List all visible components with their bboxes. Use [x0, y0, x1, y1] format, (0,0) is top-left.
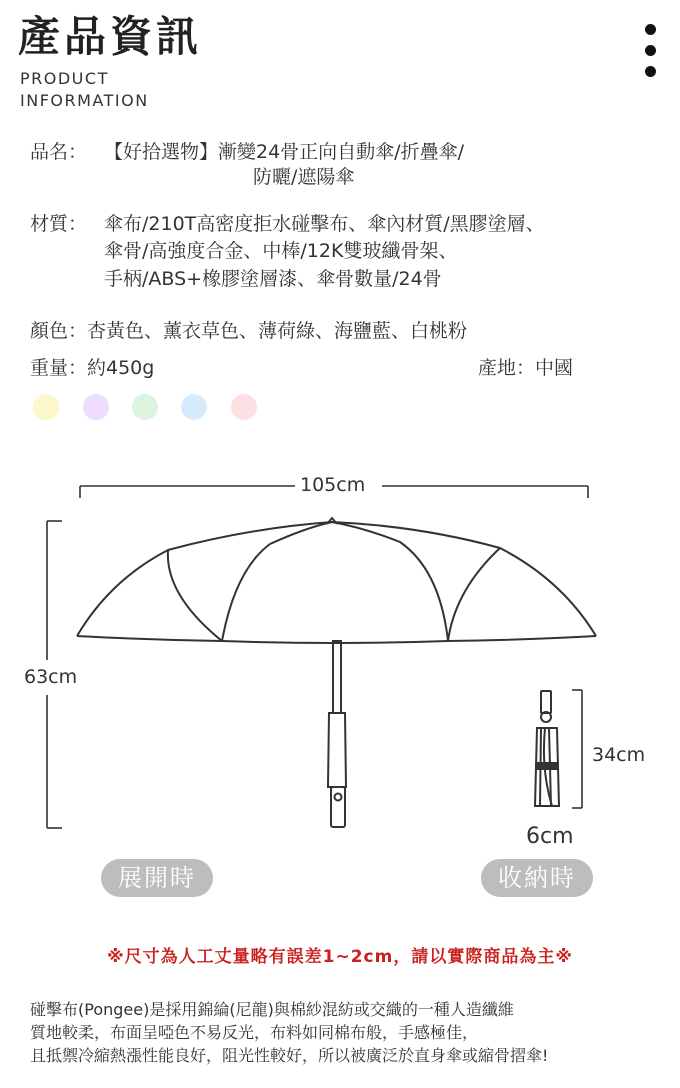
swatch-mint-green [132, 394, 158, 420]
subtitle-line-2: INFORMATION [20, 91, 149, 110]
subtitle-line-1: PRODUCT [20, 69, 109, 88]
folded-umbrella-icon [535, 691, 559, 806]
name-label: 品名： [30, 141, 88, 163]
measurement-note: ※尺寸為人工丈量略有誤差1~2cm，請以實際商品為主※ [107, 947, 573, 967]
description-line-2: 質地較柔，布面呈啞色不易反光，布料如同棉布般，手感極佳， [30, 1023, 479, 1042]
page-title: 產品資訊 [18, 12, 203, 61]
material-label: 材質： [30, 213, 88, 235]
color-line: 顏色：杏黃色、薰衣草色、薄荷綠、海鹽藍、白桃粉 [30, 320, 468, 342]
description-line-3: 且抵禦冷縮熱漲性能良好，阻光性較好，所以被廣泛於直身傘或縮骨摺傘! [30, 1046, 549, 1065]
origin-line: 產地：中國 [478, 357, 574, 379]
swatch-lavender [83, 394, 109, 420]
material-line-3: 手柄/ABS+橡膠塗層漆、傘骨數量/24骨 [104, 268, 442, 290]
fabric-description [30, 998, 675, 1067]
umbrella-diagram [0, 470, 680, 850]
open-width-label: 105cm [300, 474, 366, 496]
material-line-1: 傘布/210T高密度拒水碰擊布、傘內材質/黑膠塗層、 [104, 213, 545, 235]
open-umbrella-icon [77, 518, 596, 827]
name-line-1: 【好拾選物】漸變24骨正向自動傘/折疊傘/ [104, 141, 464, 163]
description-line-1: 碰擊布(Pongee)是採用錦綸(尼龍)與棉紗混紡或交織的一種人造纖維 [30, 1000, 514, 1019]
open-state-tag: 展開時 [101, 859, 213, 897]
folded-height-bracket [572, 690, 582, 808]
folded-width-label: 6cm [526, 824, 574, 849]
swatch-apricot-yellow [33, 394, 59, 420]
name-line-2: 防曬/遮陽傘 [253, 166, 355, 188]
folded-height-label: 34cm [592, 744, 646, 766]
material-line-2: 傘骨/高強度合金、中棒/12K雙玻纖骨架、 [104, 240, 458, 262]
swatch-sea-salt-blue [181, 394, 207, 420]
more-options-icon[interactable] [640, 24, 660, 84]
swatch-peach-pink [231, 394, 257, 420]
folded-state-tag: 收納時 [481, 859, 593, 897]
page-subtitle [20, 68, 149, 112]
open-height-label: 63cm [24, 666, 78, 688]
weight-line: 重量：約450g [30, 357, 155, 379]
